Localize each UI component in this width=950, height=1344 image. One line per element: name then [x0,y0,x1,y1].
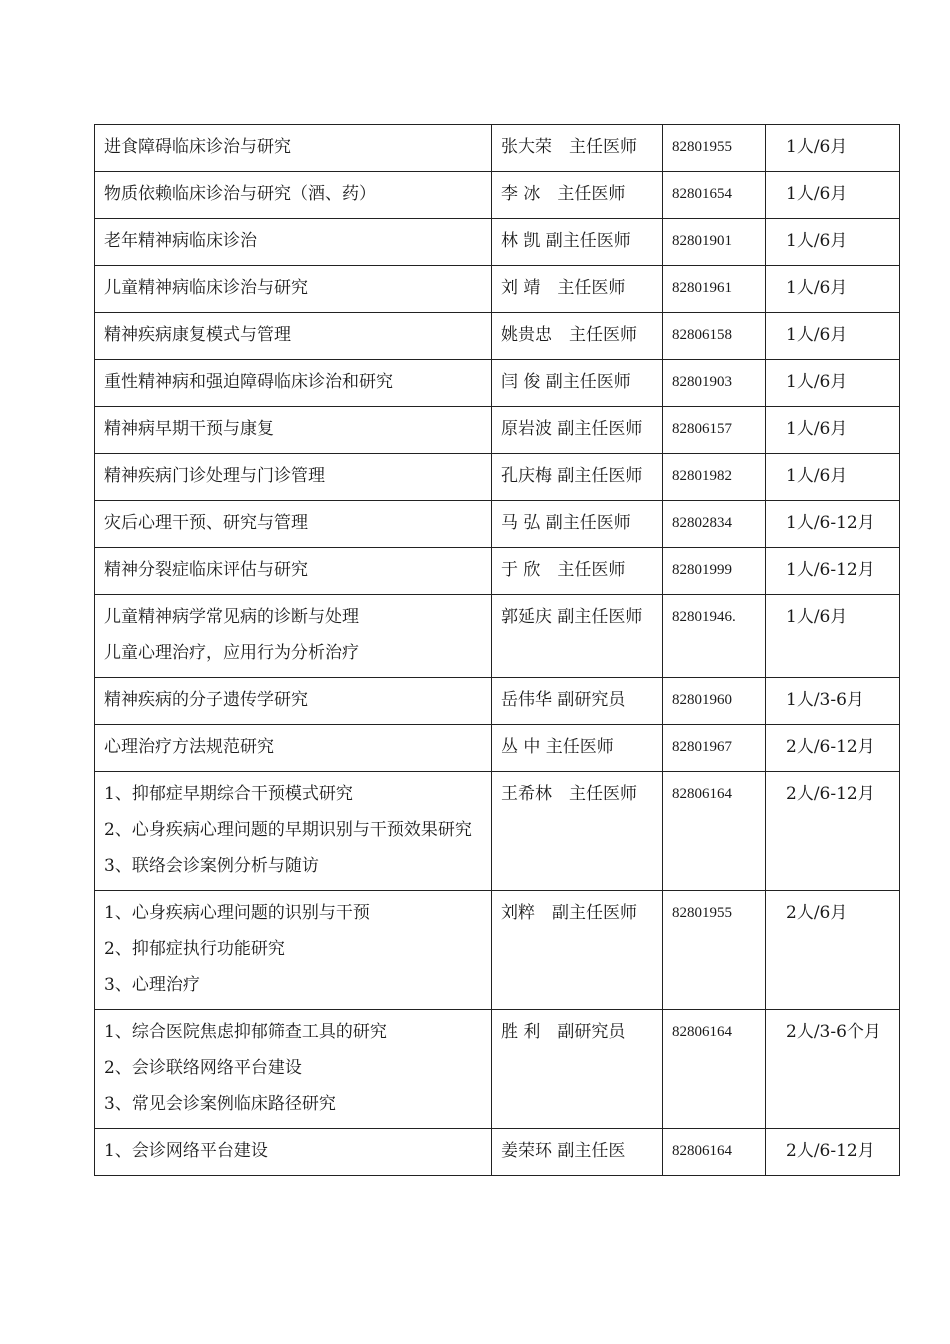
research-topic-line: 3、联络会诊案例分析与随访 [104,856,319,876]
quota-cell: 1人/3-6月 [766,678,900,725]
research-topic-line: 1、综合医院焦虑抑郁筛查工具的研究 [104,1022,387,1042]
research-topic-cell [95,1010,492,1129]
research-topic-cell [95,360,492,407]
table-row [95,501,900,548]
research-topic-line: 重性精神病和强迫障碍临床诊治和研究 [104,372,393,392]
supervisor-cell: 李 冰 主任医师 [492,172,663,219]
quota-cell: 1人/6月 [766,266,900,313]
phone-cell: 82806158 [663,313,766,360]
table-row [95,1129,900,1176]
research-topic-cell [95,772,492,891]
phone-cell: 82801999 [663,548,766,595]
quota-cell: 2人/6-12月 [766,772,900,891]
table-row [95,313,900,360]
phone-cell: 82801955 [663,891,766,1010]
phone-cell: 82806164 [663,1010,766,1129]
research-topic-cell [95,454,492,501]
research-topic-line: 儿童精神病学常见病的诊断与处理 [104,607,359,627]
research-topic-line: 精神疾病门诊处理与门诊管理 [104,466,325,486]
research-topic-line: 心理治疗方法规范研究 [104,737,274,757]
phone-cell: 82806164 [663,1129,766,1176]
supervisor-cell: 胜 利 副研究员 [492,1010,663,1129]
quota-cell: 2人/6-12月 [766,1129,900,1176]
research-topic-cell [95,678,492,725]
research-topic-cell [95,891,492,1010]
phone-cell: 82801955 [663,125,766,172]
supervisor-cell: 原岩波 副主任医师 [492,407,663,454]
phone-cell: 82801903 [663,360,766,407]
research-topic-line: 精神分裂症临床评估与研究 [104,560,308,580]
supervisor-cell: 刘粹 副主任医师 [492,891,663,1010]
research-topic-line: 儿童心理治疗，应用行为分析治疗 [104,643,359,663]
research-topic-line: 2、会诊联络网络平台建设 [104,1058,302,1078]
table-row [95,454,900,501]
phone-cell: 82806157 [663,407,766,454]
table-row [95,772,900,891]
quota-cell: 1人/6-12月 [766,501,900,548]
supervisor-table [94,124,900,1176]
table-row [95,1010,900,1129]
phone-cell: 82801982 [663,454,766,501]
research-topic-line: 物质依赖临床诊治与研究（酒、药） [104,184,376,204]
research-topic-line: 1、心身疾病心理问题的识别与干预 [104,903,370,923]
research-topic-line: 3、心理治疗 [104,975,200,995]
supervisor-cell: 郭延庆 副主任医师 [492,595,663,678]
quota-cell: 1人/6月 [766,595,900,678]
research-topic-cell [95,125,492,172]
research-topic-line: 精神病早期干预与康复 [104,419,274,439]
table-row [95,725,900,772]
quota-cell: 1人/6-12月 [766,548,900,595]
supervisor-cell: 姚贵忠 主任医师 [492,313,663,360]
research-topic-line: 儿童精神病临床诊治与研究 [104,278,308,298]
research-topic-line: 精神疾病康复模式与管理 [104,325,291,345]
research-topic-line: 灾后心理干预、研究与管理 [104,513,308,533]
supervisor-cell: 闫 俊 副主任医师 [492,360,663,407]
supervisor-cell: 马 弘 副主任医师 [492,501,663,548]
phone-cell: 82801946. [663,595,766,678]
table-row [95,595,900,678]
supervisor-cell: 林 凯 副主任医师 [492,219,663,266]
phone-cell: 82801961 [663,266,766,313]
research-topic-line: 2、心身疾病心理问题的早期识别与干预效果研究 [104,820,472,840]
table-row [95,266,900,313]
quota-cell: 1人/6月 [766,454,900,501]
table-row [95,407,900,454]
research-topic-line: 2、抑郁症执行功能研究 [104,939,285,959]
quota-cell: 1人/6月 [766,172,900,219]
research-topic-line: 1、抑郁症早期综合干预模式研究 [104,784,353,804]
supervisor-cell: 刘 靖 主任医师 [492,266,663,313]
phone-cell: 82806164 [663,772,766,891]
research-topic-cell [95,501,492,548]
table-row [95,172,900,219]
research-topic-cell [95,219,492,266]
quota-cell: 1人/6月 [766,313,900,360]
supervisor-cell: 丛 中 主任医师 [492,725,663,772]
quota-cell: 2人/6-12月 [766,725,900,772]
quota-cell: 1人/6月 [766,125,900,172]
table-row [95,125,900,172]
research-topic-line: 进食障碍临床诊治与研究 [104,137,291,157]
research-topic-cell [95,548,492,595]
table-row [95,678,900,725]
quota-cell: 1人/6月 [766,219,900,266]
quota-cell: 2人/3-6个月 [766,1010,900,1129]
research-topic-line: 老年精神病临床诊治 [104,231,257,251]
table-row [95,360,900,407]
research-topic-cell [95,407,492,454]
research-topic-line: 1、会诊网络平台建设 [104,1141,268,1161]
phone-cell: 82802834 [663,501,766,548]
table-body [95,125,900,1176]
supervisor-cell: 于 欣 主任医师 [492,548,663,595]
phone-cell: 82801960 [663,678,766,725]
phone-cell: 82801654 [663,172,766,219]
quota-cell: 1人/6月 [766,360,900,407]
research-topic-cell [95,172,492,219]
research-topic-cell [95,313,492,360]
supervisor-cell: 张大荣 主任医师 [492,125,663,172]
quota-cell: 1人/6月 [766,407,900,454]
table-row [95,219,900,266]
phone-cell: 82801901 [663,219,766,266]
quota-cell: 2人/6月 [766,891,900,1010]
supervisor-cell: 孔庆梅 副主任医师 [492,454,663,501]
supervisor-cell: 姜荣环 副主任医 [492,1129,663,1176]
supervisor-cell: 王希林 主任医师 [492,772,663,891]
research-topic-cell [95,1129,492,1176]
research-topic-cell [95,266,492,313]
research-topic-cell [95,595,492,678]
table-row [95,548,900,595]
phone-cell: 82801967 [663,725,766,772]
research-topic-cell [95,725,492,772]
table-row [95,891,900,1010]
research-topic-line: 3、常见会诊案例临床路径研究 [104,1094,336,1114]
research-topic-line: 精神疾病的分子遗传学研究 [104,690,308,710]
supervisor-cell: 岳伟华 副研究员 [492,678,663,725]
